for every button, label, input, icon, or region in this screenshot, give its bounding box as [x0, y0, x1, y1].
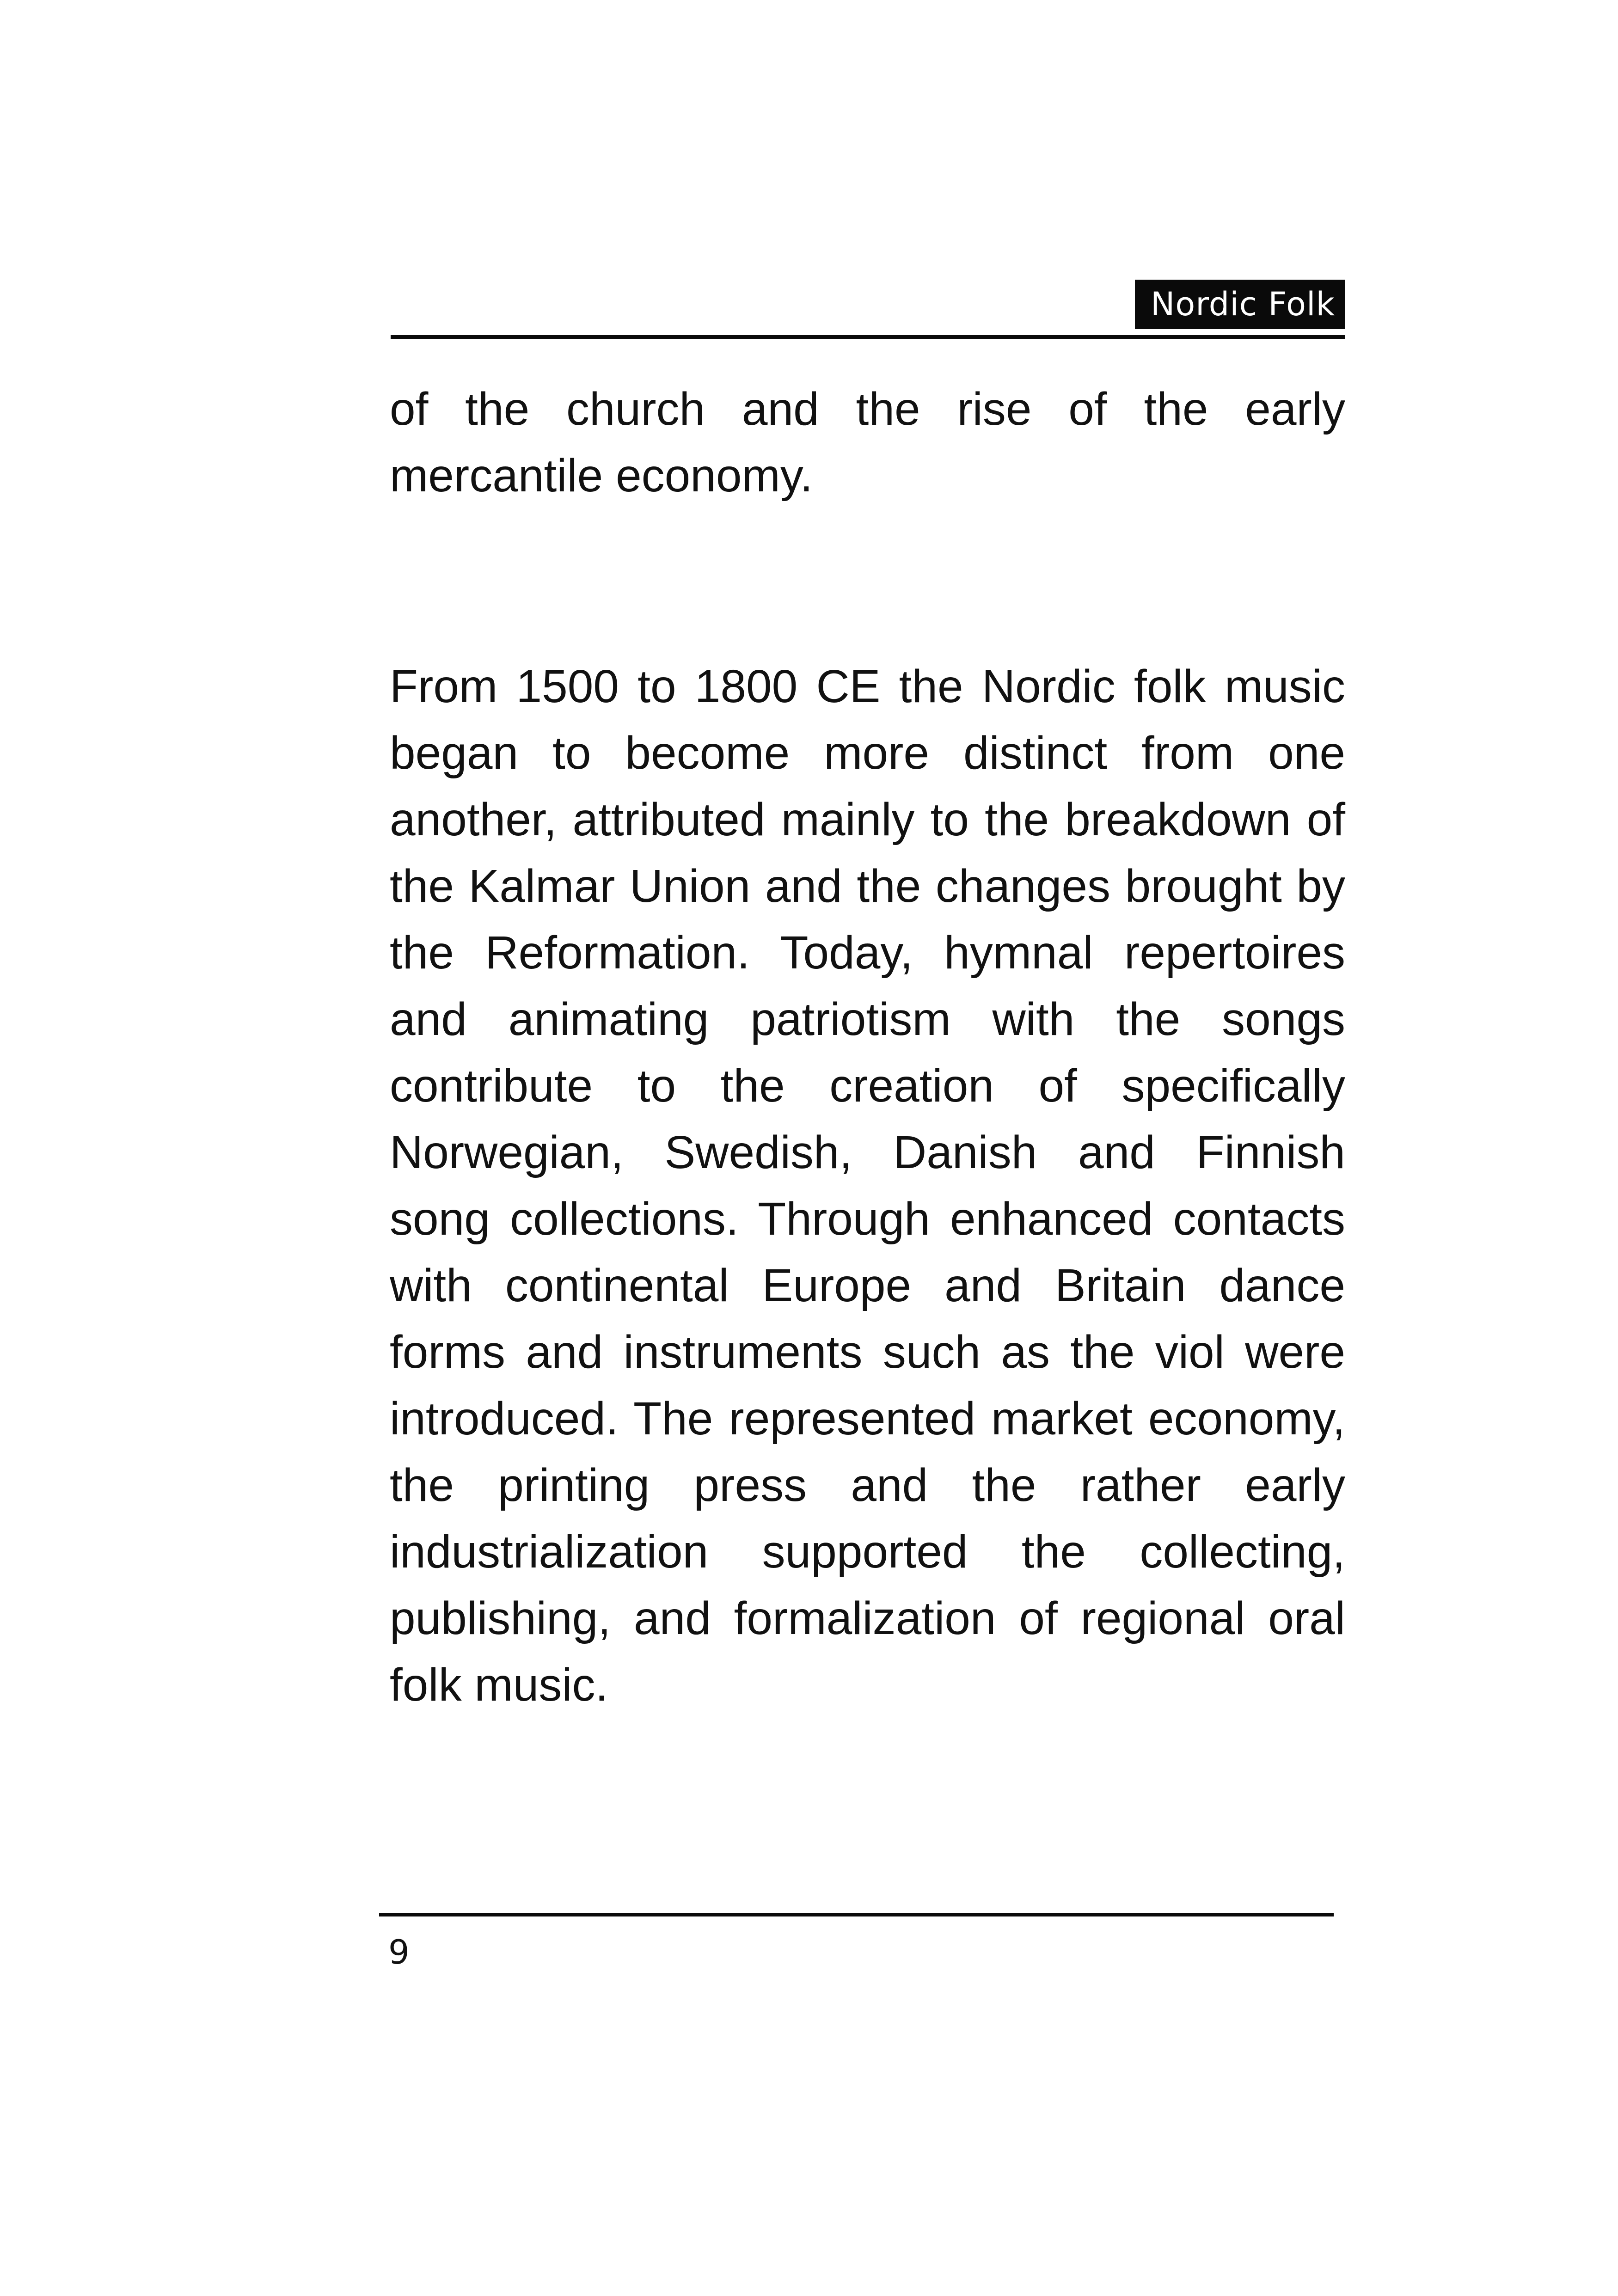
paragraph-continued: of the church and the rise of the early mercantile economy. [390, 383, 1345, 502]
header-rule [391, 335, 1345, 339]
running-header-badge: Nordic Folk [1135, 280, 1345, 329]
paragraph-main: From 1500 to 1800 CE the Nordic folk music began to become more distinct from one another, attributed mainly to the breakdown of the Kalmar Union and the changes brought by the Reformation. Today, hymnal repertoires and animating patriotism with the songs contribute to the creation of specifically Norwegian, Swedish, Danish and Finnish song collections. Through enhanced contacts with continental Europe and Britain dance forms and instruments such as the viol were introduced. The represented market economy, the printing press and the rather early industrialization supported the collecting, publishing, and formalization of regional oral folk music. [390, 661, 1345, 1711]
footer-rule [379, 1913, 1334, 1916]
page-number: 9 [388, 1933, 410, 1971]
